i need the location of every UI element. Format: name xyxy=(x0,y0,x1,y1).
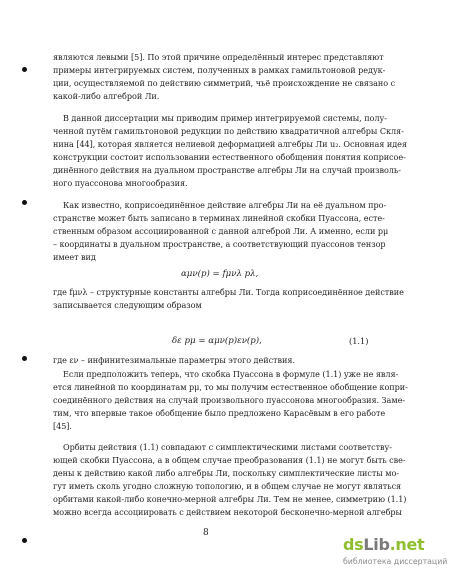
text-line: динённого действия на дуальном пространстве алгебры Ли на случай произволь- xyxy=(53,165,401,175)
text-line: ного пуассонова многообразия. xyxy=(53,178,188,188)
margin-dot xyxy=(22,200,27,205)
text-line: нина [44], которая является нелиевой деформацией алгебры Ли u₂. Основная идея xyxy=(53,139,407,149)
text-line: ченной путём гамильтоновой редукции по действию квадратичной алгебры Скля- xyxy=(53,126,404,136)
text-line: орбитами какой-либо конечно-мерной алгебры Ли. Тем не менее, симметрию (1.1) xyxy=(53,494,407,504)
text-line: какой-либо алгеброй Ли. xyxy=(53,91,160,101)
page-number: 8 xyxy=(203,528,209,538)
text-line: ющей скобки Пуассона, а в общем случае преобразования (1.1) не могут быть све- xyxy=(53,455,406,465)
margin-dot xyxy=(22,67,27,72)
text-line: тим, что впервые такое обобщение было предложено Карасёвым в его работе xyxy=(53,408,386,418)
text-line: можно всегда ассоциировать с действием некоторой бесконечно-мерной алгебры xyxy=(53,507,402,517)
text-line: где εν – инфинитезимальные параметры этого действия. xyxy=(53,355,295,365)
margin-dot xyxy=(22,356,27,361)
equation-number: (1.1) xyxy=(349,336,369,346)
text-line: гут иметь сколь угодно сложную топологию, и в общем случае не могут являться xyxy=(53,481,402,491)
text-line: дены к действию какой либо алгебры Ли, поскольку симплектические листы мо- xyxy=(53,468,399,478)
watermark-logo: dsLib.net xyxy=(343,535,425,554)
text-line: где fμνλ – структурные константы алгебры Ли. Тогда коприсоединённое действие xyxy=(53,287,404,297)
text-line: Как известно, коприсоединённое действие алгебры Ли на её дуальном про- xyxy=(63,200,387,210)
text-line: примеры интегрируемых систем, полученных в рамках гамильтоновой редук- xyxy=(53,65,386,75)
text-line: ственным образом ассоциированной с данной алгеброй Ли. А именно, если pμ xyxy=(53,226,389,236)
formula-poisson-tensor: αμν(p) = fμνλ pλ, xyxy=(181,269,259,279)
text-line: имеет вид xyxy=(53,252,96,262)
text-line: соединённого действия на случай произвольного пуассонова многообразия. Заме- xyxy=(53,395,405,405)
text-line: Орбиты действия (1.1) совпадают с симплектическими листами соответству- xyxy=(63,442,392,452)
text-line: ции, осуществляемой по действию симметрий, чьё происхождение не связано с xyxy=(53,78,396,88)
text-line: – координаты в дуальном пространстве, а соответствующий пуассонов тензор xyxy=(53,239,386,249)
watermark-subtitle: библиотека диссертаций xyxy=(343,557,448,566)
text-line: являются левыми [5]. По этой причине определённый интерес представляют xyxy=(53,52,384,62)
text-line: записывается следующим образом xyxy=(53,300,202,310)
margin-dot xyxy=(22,538,27,543)
text-line: странстве может быть записано в терминах линейной скобки Пуассона, есте- xyxy=(53,213,385,223)
formula-coadjoint-action: δε pμ = αμν(p)εν(p), xyxy=(172,336,262,346)
text-line: ется линейной по координатам pμ, то мы получим естественное обобщение копри- xyxy=(53,382,408,392)
text-line: В данной диссертации мы приводим пример интегрируемой системы, полу- xyxy=(63,113,387,123)
text-line: конструкции состоит использовании естественного обобщения понятия коприсое- xyxy=(53,152,406,162)
watermark xyxy=(343,535,447,575)
text-line: Если предположить теперь, что скобка Пуассона в формуле (1.1) уже не явля- xyxy=(63,369,399,379)
text-line: [45]. xyxy=(53,421,72,431)
